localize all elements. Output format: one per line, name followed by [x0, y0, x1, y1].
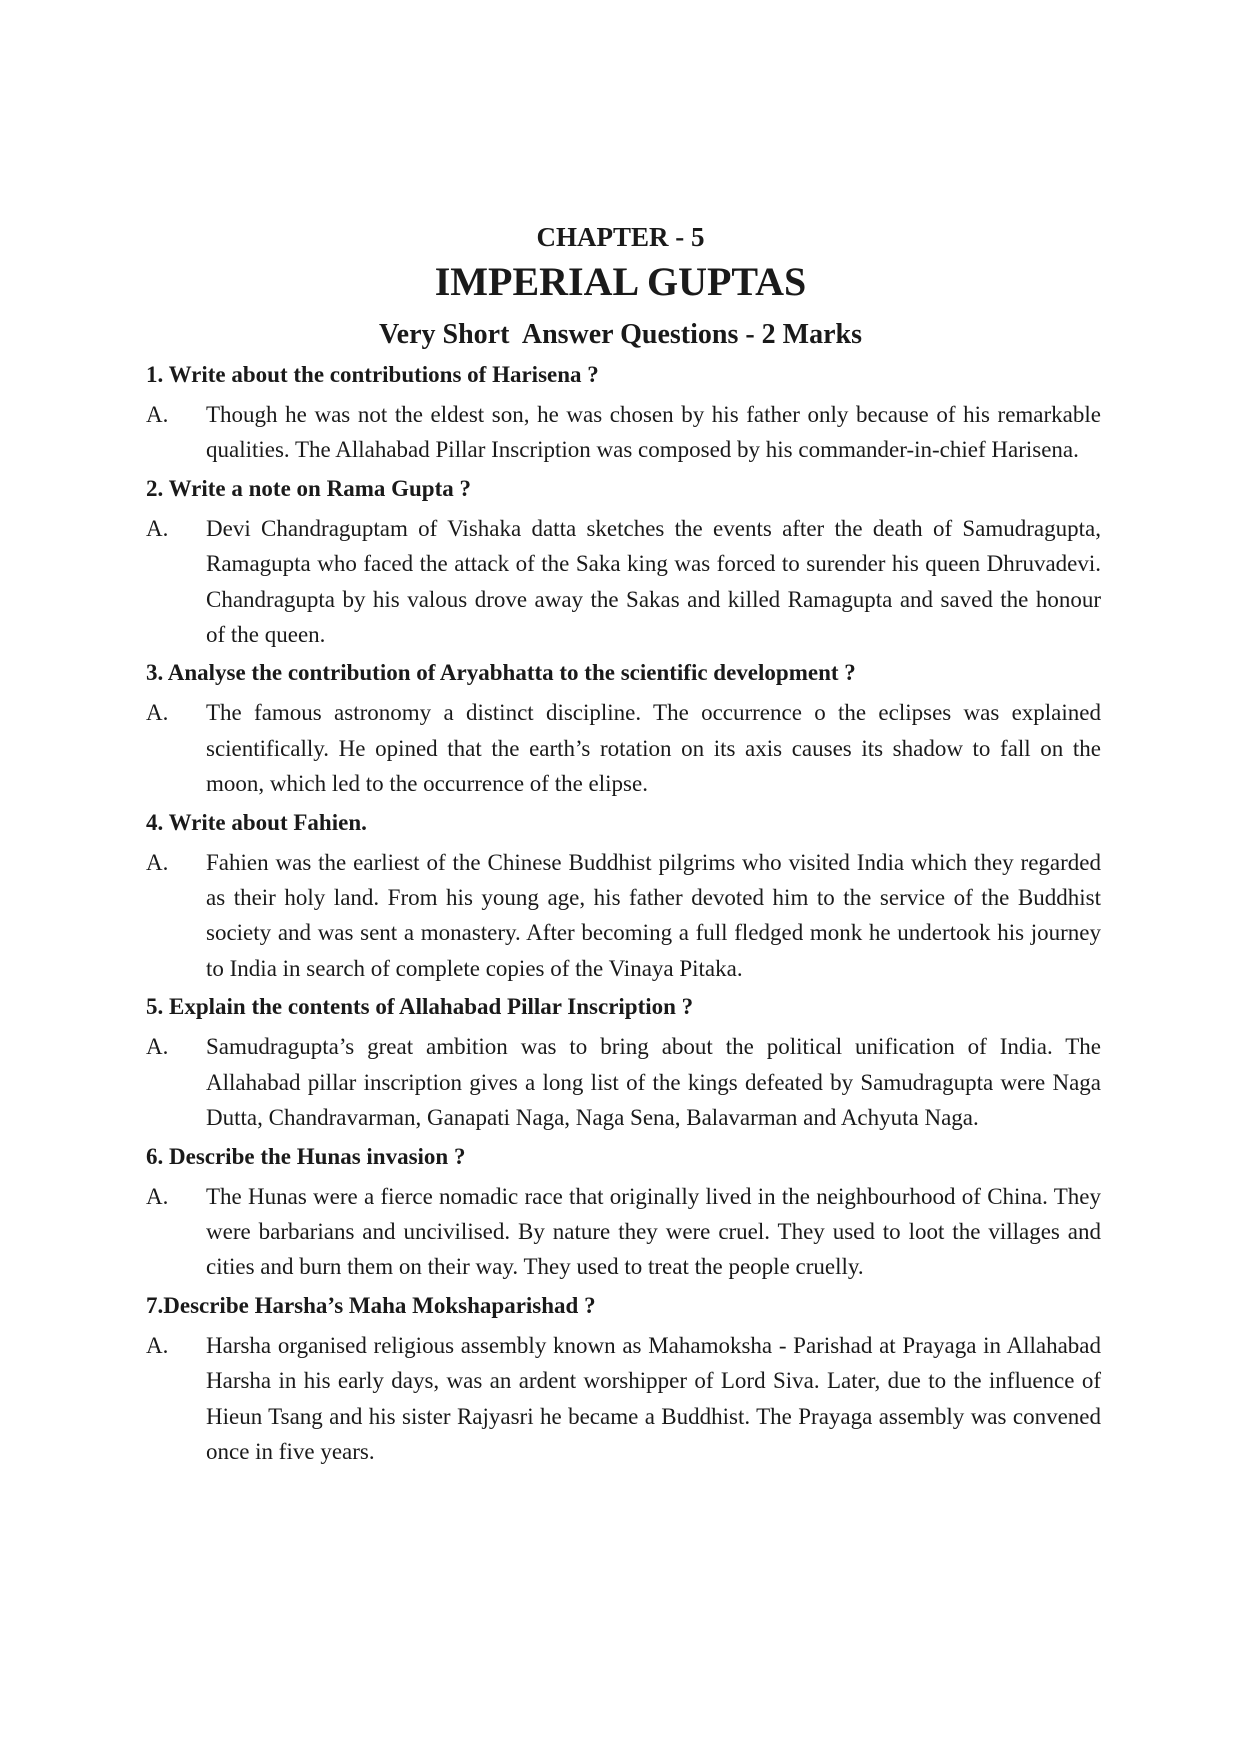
- chapter-label: CHAPTER - 5: [536, 222, 705, 252]
- answer-text: Devi Chandraguptam of Vishaka datta sketches the events after the death of Samudragupta, Ramagupta who faced the attack of the Saka king was forced to surender his queen Dhruvadevi. Chandragupta by his valous drove away the Sakas and killed Ramagupta and saved the honour of the queen.: [206, 515, 1101, 648]
- question-text: 4. Write about Fahien.: [146, 809, 367, 835]
- answer-text: The famous astronomy a distinct discipline. The occurrence o the eclipses was explained scientifically. He opined that the earth’s rotation on its axis causes its shadow to fall on the moon, which led to the occurrence of the elipse.: [206, 700, 1101, 797]
- answer-marker: A.: [146, 515, 169, 541]
- question-text: 5. Explain the contents of Allahabad Pillar Inscription ?: [146, 994, 694, 1020]
- qa-item: [146, 472, 1101, 653]
- chapter-title: IMPERIAL GUPTAS: [434, 259, 807, 304]
- question-text: 2. Write a note on Rama Gupta ?: [146, 475, 471, 501]
- answer-text: Though he was not the eldest son, he was chosen by his father only because of his remarkable qualities. The Allahabad Pillar Inscription was composed by his commander-in-chief Harisena.: [206, 402, 1101, 463]
- answer: [146, 397, 1101, 468]
- qa-item: [146, 656, 1101, 801]
- answer: [146, 1029, 1101, 1135]
- answer-marker: A.: [146, 849, 169, 875]
- answer: [146, 845, 1101, 987]
- question-text: 7.Describe Harsha’s Maha Mokshaparishad ?: [146, 1292, 596, 1318]
- answer-marker: A.: [146, 402, 169, 427]
- answer-text: The Hunas were a fierce nomadic race that originally lived in the neighbourhood of China. They were barbarians and uncivilised. By nature they were cruel. They used to loot the villages and cities and burn them on their way. They used to treat the people cruelly.: [206, 1183, 1101, 1280]
- question-text: 1. Write about the contributions of Harisena ?: [146, 362, 599, 387]
- question-text: 6. Describe the Hunas invasion ?: [146, 1143, 466, 1169]
- answer: [146, 1179, 1101, 1285]
- qa-item: [146, 1289, 1101, 1470]
- question-text: 3. Analyse the contribution of Aryabhatta to the scientific development ?: [146, 660, 856, 686]
- answer: [146, 1328, 1101, 1470]
- answer-text: Fahien was the earliest of the Chinese Buddhist pilgrims who visited India which they regarded as their holy land. From his young age, his father devoted him to the service of the Buddhist society and was sent a monastery. After becoming a full fledged monk he undertook his journey to India in search of complete copies of the Vinaya Pitaka.: [206, 849, 1101, 981]
- qa-list: [146, 358, 1101, 1473]
- answer-marker: A.: [146, 1034, 169, 1060]
- section-title: Very Short Answer Questions - 2 Marks: [378, 319, 862, 350]
- answer-marker: A.: [146, 700, 169, 726]
- qa-item: [146, 806, 1101, 987]
- qa-item: [146, 1140, 1101, 1285]
- qa-item: [146, 990, 1101, 1135]
- answer-text: Samudragupta’s great ambition was to bring about the political unification of India. The Allahabad pillar inscription gives a long list of the kings defeated by Samudragupta were Naga Dutta, Chandravarman, Ganapati Naga, Naga Sena, Balavarman and Achyuta Naga.: [206, 1034, 1101, 1131]
- qa-item: [146, 358, 1101, 468]
- answer: [146, 511, 1101, 653]
- answer-marker: A.: [146, 1332, 169, 1358]
- answer: [146, 695, 1101, 801]
- answer-marker: A.: [146, 1183, 169, 1209]
- answer-text: Harsha organised religious assembly known as Mahamoksha - Parishad at Prayaga in Allahabad Harsha in his early days, was an ardent worshipper of Lord Siva. Later, due to the influence of Hieun Tsang and his sister Rajyasri he became a Buddhist. The Prayaga assembly was convened once in five years.: [206, 1332, 1101, 1464]
